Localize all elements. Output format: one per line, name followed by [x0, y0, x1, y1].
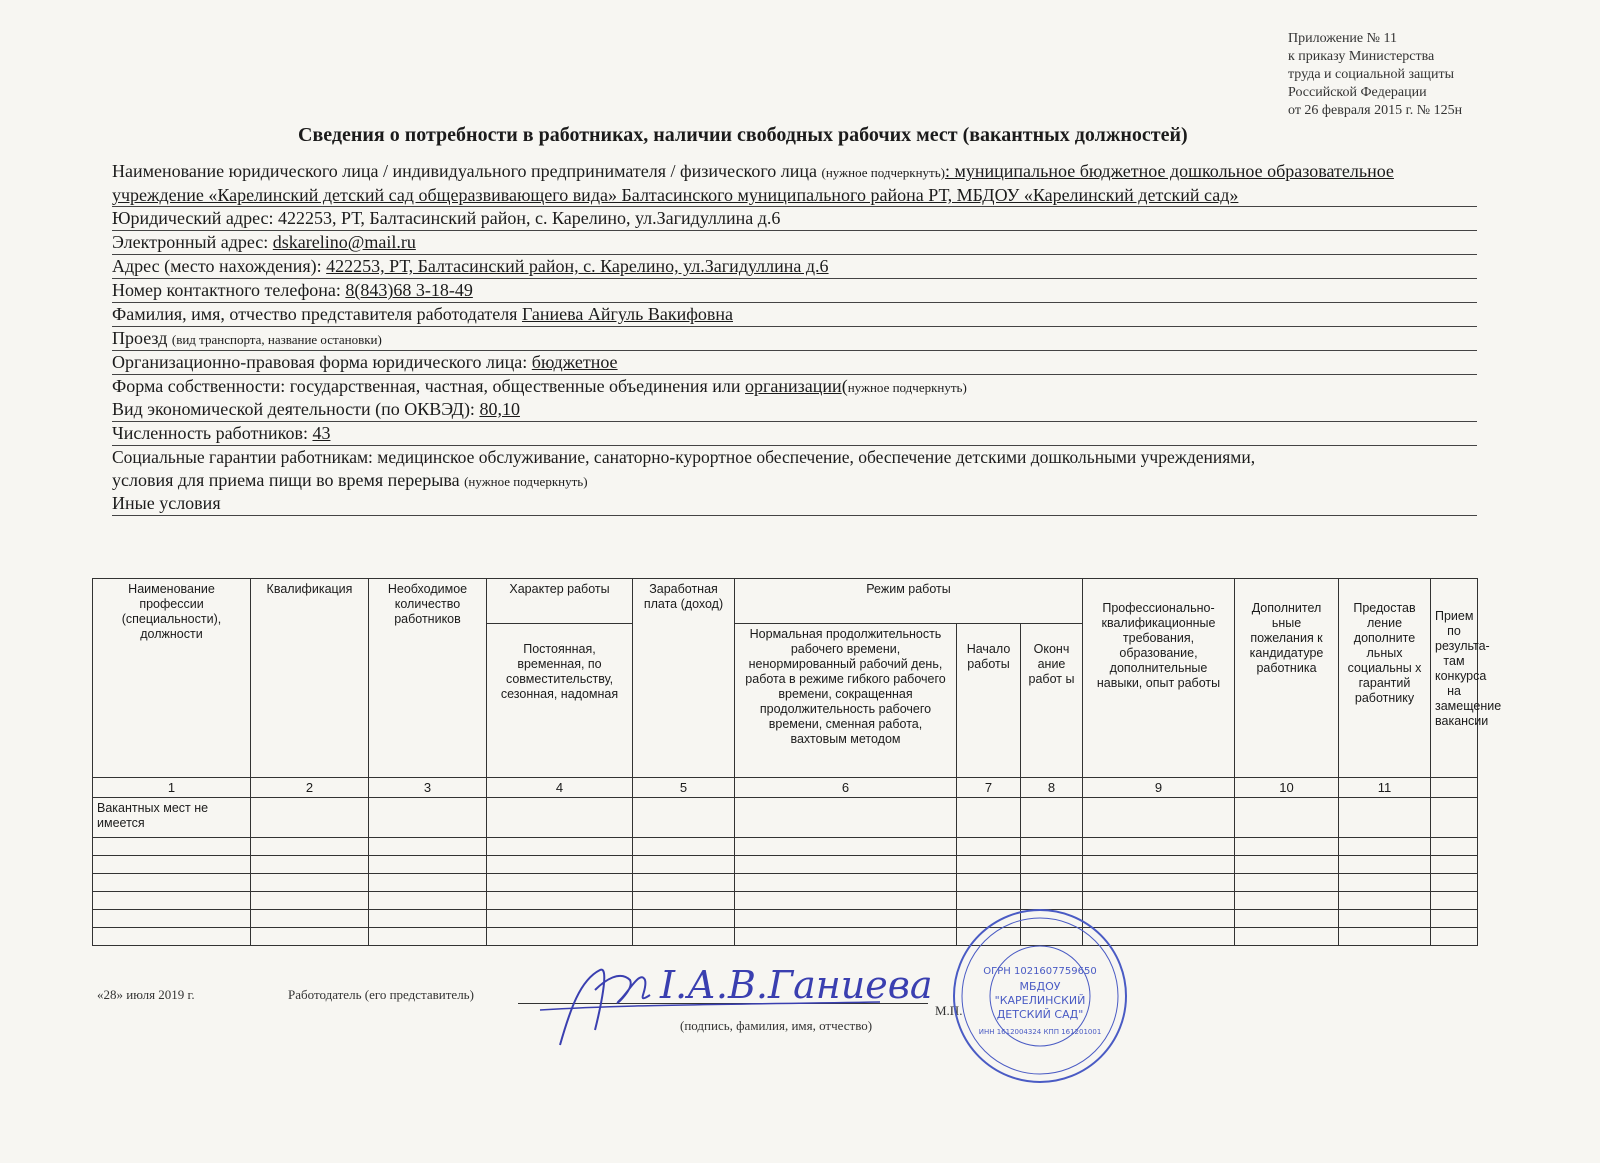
table-row	[93, 910, 1478, 928]
signature-caption: (подпись, фамилия, имя, отчество)	[680, 1018, 873, 1033]
ownership-value: организации	[745, 376, 842, 396]
appendix-line: труда и социальной защиты	[1288, 67, 1454, 82]
stamp-line2: "КАРЕЛИНСКИЙ	[994, 994, 1086, 1007]
address-value: 422253, РТ, Балтасинский район, с. Карелино, ул.Загидуллина д.6	[326, 256, 829, 276]
column-number: 7	[957, 778, 1021, 798]
vacancy-table	[92, 578, 1502, 946]
column-number: 2	[251, 778, 369, 798]
col-end-header: Оконч ание работ ы	[1021, 624, 1083, 778]
column-number: 6	[735, 778, 957, 798]
organization-stamp	[950, 906, 1130, 1091]
table-row	[93, 892, 1478, 910]
column-number: 5	[633, 778, 735, 798]
legal-address-label: Юридический адрес:	[112, 208, 274, 228]
stamp-line1: МБДОУ	[1019, 980, 1061, 993]
footer-date: «28» июля 2019 г.	[97, 987, 195, 1002]
column-number: 10	[1235, 778, 1339, 798]
col-count-header: Необходимое количество работников	[369, 579, 487, 778]
document-title: Сведения о потребности в работниках, наличии свободных рабочих мест (вакантных должностей)	[298, 124, 1188, 146]
appendix-block	[1288, 30, 1462, 120]
legal-form-field	[112, 351, 1477, 375]
org-value: : муниципальное бюджетное дошкольное образовательное учреждение «Карелинский детский сад общеразвивающего вида» Балтасинского муниципального района РТ, МБДОУ «Карелинский детский сад»	[112, 161, 1394, 205]
ownership-hint: нужное подчеркнуть)	[847, 380, 967, 395]
org-hint: (нужное подчеркнуть)	[821, 165, 945, 180]
table-row	[93, 874, 1478, 892]
okved-value: 80,10	[479, 399, 520, 419]
stamp-inn: ИНН 1612004324 КПП 161201001	[978, 1028, 1102, 1036]
column-number: 8	[1021, 778, 1083, 798]
col-requirements-header: Профессионально-квалификационные требования, образование, дополнительные навыки, опыт работы	[1083, 579, 1235, 778]
other-conditions-field	[112, 492, 1477, 516]
col-guarantees-header: Предостав ление дополните льных социальны х гарантий работнику	[1339, 579, 1431, 778]
social-hint: (нужное подчеркнуть)	[464, 474, 588, 489]
employees-value: 43	[312, 423, 331, 443]
signature-text: І.А.В.Ганиева	[660, 963, 933, 1007]
ownership-field	[112, 375, 1477, 398]
footer-employer-label: Работодатель (его представитель)	[288, 987, 474, 1002]
col-profession-header: Наименование профессии (специальности), должности	[93, 579, 251, 778]
transport-hint: (вид транспорта, название остановки)	[171, 332, 382, 347]
email-value: dskarelino@mail.ru	[272, 232, 416, 252]
stamp-line3: ДЕТСКИЙ САД"	[996, 1008, 1084, 1021]
column-number: 11	[1339, 778, 1431, 798]
transport-label: Проезд	[112, 328, 168, 348]
form-fields	[112, 160, 1477, 516]
appendix-line: от 26 февраля 2015 г. № 125н	[1288, 103, 1463, 118]
col-start-header: Начало работы	[957, 624, 1021, 778]
column-number: 1	[93, 778, 251, 798]
header-row-1	[93, 579, 1478, 624]
transport-field	[112, 327, 1477, 351]
column-number: 3	[369, 778, 487, 798]
column-number-row	[93, 778, 1478, 798]
col-qualification-header: Квалификация	[251, 579, 369, 778]
email-field	[112, 231, 1477, 255]
column-number	[1431, 778, 1478, 798]
table-row	[93, 856, 1478, 874]
table-row	[93, 797, 1478, 837]
address-field	[112, 255, 1477, 279]
table-row	[93, 838, 1478, 856]
representative-label: Фамилия, имя, отчество представителя работодателя	[112, 304, 518, 324]
legal-address-field	[112, 207, 1477, 231]
signature-image	[540, 950, 933, 1065]
col-regime-sub: Нормальная продолжительность рабочего времени, ненормированный рабочий день, работа в режиме гибкого рабочего времени, сокращенная продолжительность рабочего времени, сменная работа, вахтовым методом	[735, 624, 957, 778]
col-work-nature-sub: Постоянная, временная, по совместительству, сезонная, надомная	[487, 624, 633, 778]
social-line-2-text: условия для приема пищи во время перерыва	[112, 470, 460, 490]
phone-value: 8(843)68 3-18-49	[345, 280, 473, 300]
okved-label: Вид экономической деятельности (по ОКВЭД):	[112, 399, 475, 419]
appendix-line: Российской Федерации	[1288, 85, 1427, 100]
ownership-paren: (	[841, 376, 848, 396]
table-row	[93, 928, 1478, 946]
col-wishes-header: Дополнител ьные пожелания к кандидатуре работника	[1235, 579, 1339, 778]
col-regime-header: Режим работы	[735, 579, 1083, 624]
col-contest-header: Прием по результа-там конкурса на замещение вакансии	[1431, 579, 1478, 778]
appendix-line: Приложение № 11	[1288, 31, 1397, 46]
address-label: Адрес (место нахождения):	[112, 256, 322, 276]
org-name-field	[112, 160, 1477, 207]
column-number: 4	[487, 778, 633, 798]
other-label: Иные условия	[112, 493, 221, 513]
no-vacancies-cell: Вакантных мест не имеется	[93, 797, 251, 837]
appendix-line: к приказу Министерства	[1288, 49, 1435, 64]
email-label: Электронный адрес:	[112, 232, 269, 252]
col-salary-header: Заработная плата (доход)	[633, 579, 735, 778]
representative-value: Ганиева Айгуль Вакифовна	[521, 304, 733, 324]
legal-form-label: Организационно-правовая форма юридического лица:	[112, 352, 528, 372]
org-label: Наименование юридического лица / индивидуального предпринимателя / физического лица	[112, 161, 818, 181]
legal-address-value: 422253, РТ, Балтасинский район, с. Карелино, ул.Загидуллина д.6	[278, 208, 781, 228]
col-work-nature-header: Характер работы	[487, 579, 633, 624]
ownership-label: Форма собственности: государственная, частная, общественные объединения или	[112, 376, 741, 396]
employees-label: Численность работников:	[112, 423, 308, 443]
representative-field	[112, 303, 1477, 327]
phone-label: Номер контактного телефона:	[112, 280, 341, 300]
column-number: 9	[1083, 778, 1235, 798]
mp-label: М.П.	[935, 1003, 963, 1018]
employees-field	[112, 422, 1477, 446]
phone-field	[112, 279, 1477, 303]
legal-form-value: бюджетное	[531, 352, 618, 372]
okved-field	[112, 398, 1477, 422]
social-line-1: Социальные гарантии работникам: медицинское обслуживание, санаторно-курортное обеспечение, обеспечение детскими дошкольными учреждениями,	[112, 447, 1256, 467]
stamp-ogrn: ОГРН 1021607759650	[983, 966, 1097, 977]
social-line-2	[112, 469, 1477, 492]
